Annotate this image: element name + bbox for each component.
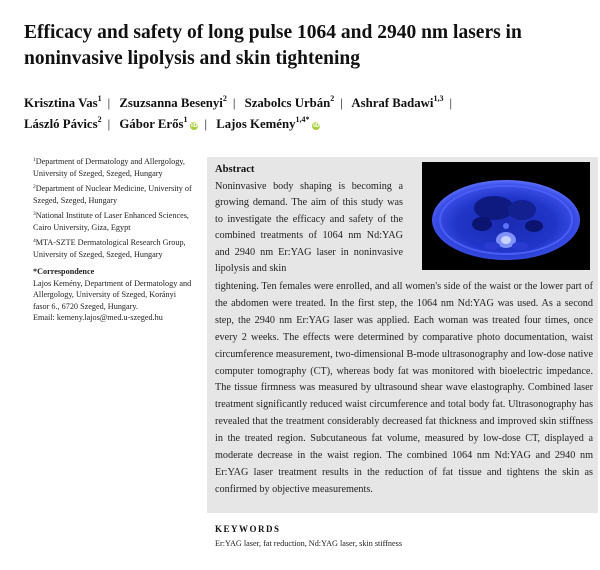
- ct-scan-figure: [422, 162, 590, 270]
- abstract-heading: Abstract: [215, 164, 255, 175]
- author-separator: |: [449, 96, 453, 110]
- author[interactable]: Krisztina Vas$^1$: [24, 94, 102, 110]
- affiliation: $^1$Department of Dermatology and Allergology, University of Szeged, Szeged, Hungary: [33, 157, 185, 178]
- affiliations: [33, 156, 193, 324]
- article-title: Efficacy and safety of long pulse 1064 and 2940 nm lasers in noninvasive lipolysis and skin tightening: [24, 22, 522, 69]
- author-separator: |: [107, 117, 111, 131]
- author[interactable]: László Pávics$^2$: [24, 115, 102, 131]
- correspondence-text: Lajos Kemény, Department of Dermatology and Allergology, University of Szeged, Korányi fasor 6., 6720 Szeged, Hungary.: [33, 278, 192, 311]
- affiliation: $^2$Department of Nuclear Medicine, University of Szeged, Szeged, Hungary: [33, 184, 192, 205]
- correspondence-heading: *Correspondence: [33, 267, 95, 276]
- abstract-body-text: tightening. Ten females were enrolled, and all women's side of the waist or the lower part of the abdomen were treated. In the first step, the 1064 nm Nd:YAG was used. As a second step, the 2940 nm Er:YAG laser was applied. Each woman was treated four times, once every 2 weeks. The effects were determined by comparative photo documentation, waist circumference measurement, two-dimensional B-mode ultrasonography and low-dose native computer tomography (CT), whereas body fat was monitored with bioelectric impedance. The tissue firmness was measured by ultrasound shear wave elastography. Combined laser treatment significantly reduced waist circumference and total body fat. Ultrasonography has revealed that the treatment considerably decreased fat thickness and improved skin stiffness in the treated region. Subcutaneous fat volume, measured by low-dose CT, displayed a moderate decrease in the waist region. The combined 1064 nm Nd:YAG and 2940 nm Er:YAG laser treatment results in the reduction of fat tissue and tightens the skin as confirmed by objective measurements.: [215, 281, 593, 495]
- author-separator: |: [232, 96, 236, 110]
- abstract-intro-text: Noninvasive body shaping is becoming a growing demand. The aim of this study was to investigate the efficacy and safety of the combined treatments of 1064 nm Nd:YAG and 2940 nm Er:YAG laser in noninvasive lipolysis and skin: [215, 181, 403, 275]
- author[interactable]: Ashraf Badawi$^{1,3}$: [351, 94, 444, 110]
- author[interactable]: Szabolcs Urbán$^2$: [244, 94, 335, 110]
- orcid-icon[interactable]: iD: [190, 122, 198, 129]
- correspondence-email[interactable]: Email: kemeny.lajos@med.u-szeged.hu: [33, 313, 163, 322]
- author-separator: |: [204, 117, 208, 131]
- author[interactable]: Gábor Erős$^1$iD: [119, 115, 198, 131]
- ct-scan-image: [422, 162, 590, 270]
- abstract-box: [207, 157, 598, 513]
- author-separator: |: [340, 96, 343, 110]
- orcid-icon[interactable]: iD: [312, 122, 320, 129]
- author-list: [24, 93, 584, 135]
- author-separator: |: [107, 96, 111, 110]
- author[interactable]: Lajos Kemény$^{1,4*}$iD: [216, 115, 320, 131]
- abstract-intro-column: [215, 163, 403, 277]
- author[interactable]: Zsuzsanna Besenyi$^2$: [119, 94, 227, 110]
- affiliation: $^4$MTA-SZTE Dermatological Research Group, University of Szeged, Szeged, Hungary: [33, 238, 186, 259]
- keywords-heading: KEYWORDS: [215, 524, 281, 534]
- affiliation: $^3$National Institute of Laser Enhanced Sciences, Cairo University, Giza, Egypt: [33, 211, 189, 232]
- keywords-list: Er:YAG laser, fat reduction, Nd:YAG laser, skin stiffness: [215, 539, 403, 548]
